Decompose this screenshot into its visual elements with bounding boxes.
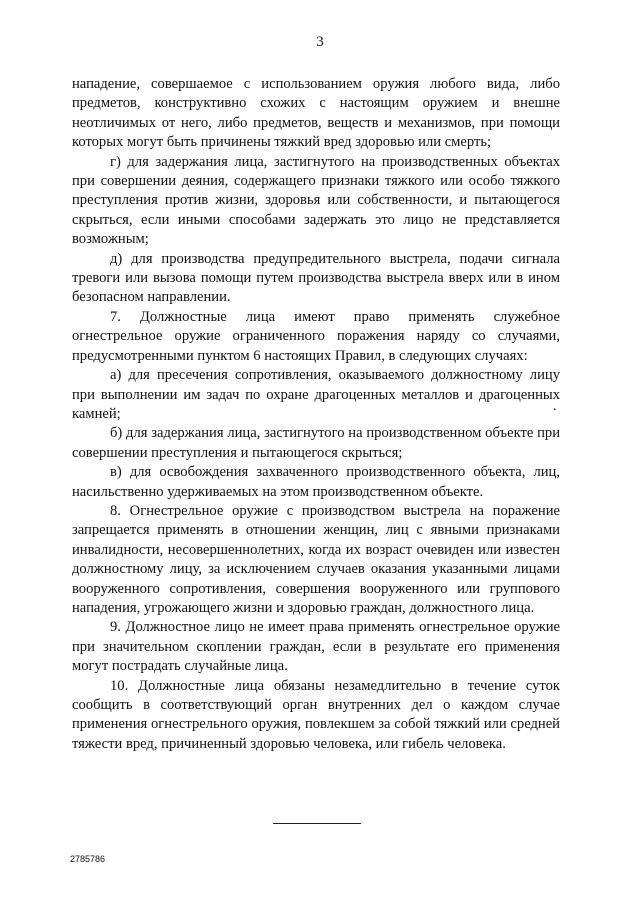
- paragraph-item-v: в) для освобождения захваченного производственного объекта, лиц, насильственно удерживаемых на этом производственном объекте.: [72, 464, 560, 500]
- document-body: [72, 75, 560, 754]
- paragraph-clause-9: 9. Должностное лицо не имеет права применять огнестрельное оружие при значительном скоплении граждан, если в результате его применения могут пострадать случайные лица.: [72, 619, 560, 675]
- paragraph-item-a: а) для пресечения сопротивления, оказываемого должностному лицу при выполнении им задач по охране драгоценных металлов и драгоценных камней;: [72, 367, 560, 422]
- page-number: 3: [316, 34, 324, 50]
- paragraph-item-d: д) для производства предупредительного выстрела, подачи сигнала тревоги или вызова помощи путем производства выстрела вверх или в ином безопасном направлении.: [72, 250, 560, 306]
- paragraph-item-b: б) для задержания лица, застигнутого на производственном объекте при совершении преступления и пытающегося скрыться;: [72, 425, 560, 461]
- paragraph-item-g: г) для задержания лица, застигнутого на производственных объектах при совершении деяния, содержащего признаки тяжкого или особо тяжкого преступления против жизни, здоровья или собственности, и пытающегося скрыться, если иными способами задержать это лицо не представляется возможным;: [72, 153, 560, 248]
- end-of-text-rule: [273, 823, 361, 824]
- paragraph-clause-7: 7. Должностные лица имеют право применять служебное огнестрельное оружие ограниченного поражения наряду со случаями, предусмотренными пунктом 6 настоящих Правил, в следующих случаях:: [72, 308, 560, 364]
- document-code: 2785786: [70, 854, 106, 864]
- paragraph-clause-10: 10. Должностные лица обязаны незамедлительно в течение суток сообщить в соответствующий орган внутренних дел о каждом случае применения огнестрельного оружия, повлекшем за собой тяжкий или средней тяжести вред, причиненный здоровью человека, или гибель человека.: [72, 677, 560, 752]
- paragraph-clause-8: 8. Огнестрельное оружие с производством выстрела на поражение запрещается применять в отношении женщин, лиц с явными признаками инвалидности, несовершеннолетних, когда их возраст очевиден или известен должностному лицу, за исключением случаев оказания указанными лицами вооруженного сопротивления, совершения вооруженного или группового нападения, угрожающего жизни и здоровью граждан, должностного лица.: [72, 502, 560, 616]
- stray-mark: .: [553, 399, 557, 414]
- paragraph-continuation: нападение, совершаемое с использованием оружия любого вида, либо предметов, конструктивно схожих с настоящим оружием и внешне неотличимых от него, либо предметов, веществ и механизмов, при помощи которых могут быть причинены тяжкий вред здоровью или смерть;: [72, 76, 560, 151]
